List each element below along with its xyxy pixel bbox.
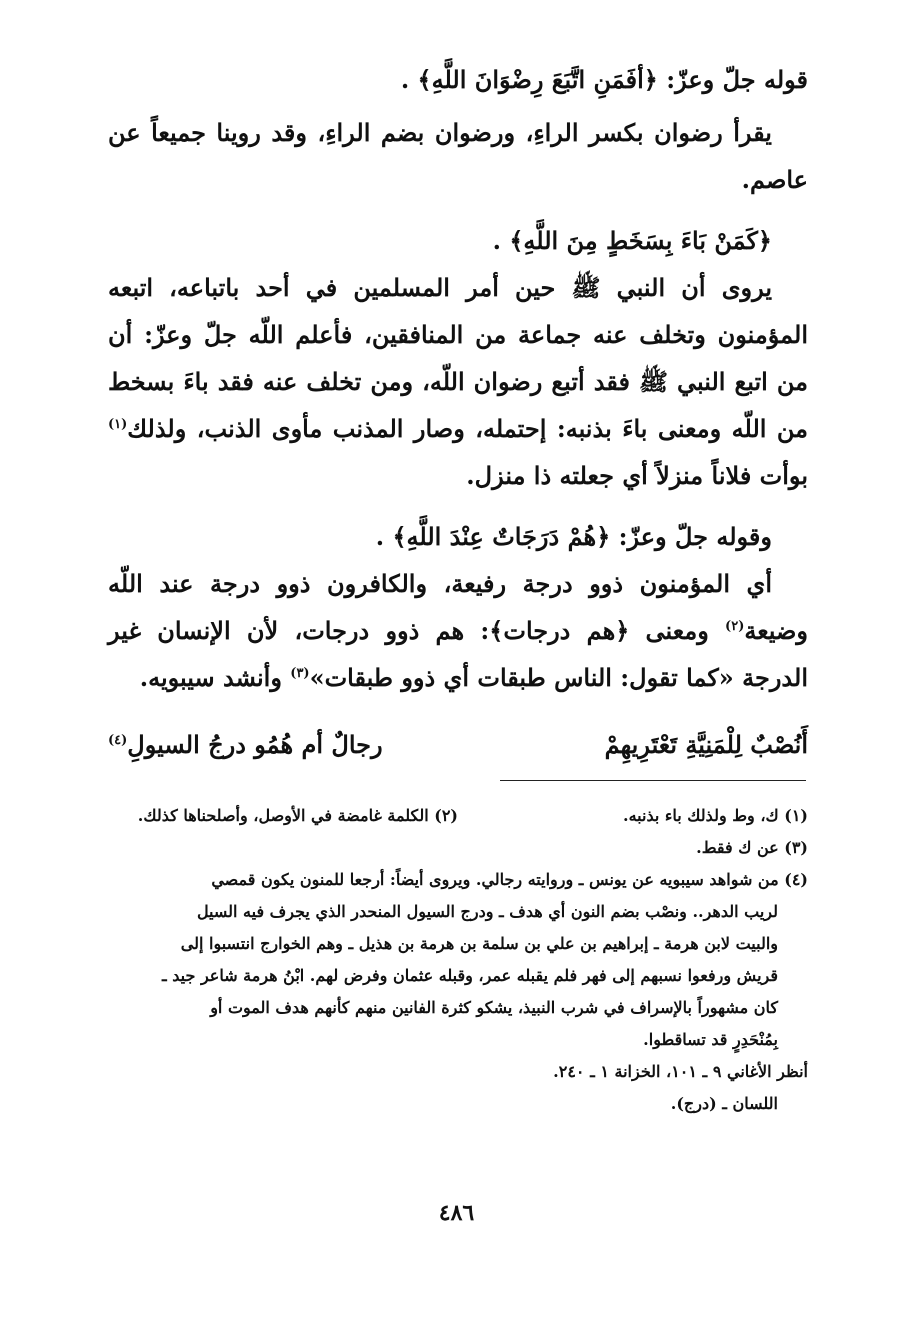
- footnote-line: قريش ورفعوا نسبهم إلى فهر فلم يقبله عمر، وقبله عثمان وفرض لهم. ابْنُ هرمة شاعر جيد ـ: [162, 966, 778, 985]
- footnote-ref: (١): [108, 417, 128, 432]
- verse-heading-2: [108, 217, 808, 264]
- footnote-line: كان مشهوراً بالإسراف في شرب النبيذ، يشكو كثرة الفانين منهم كأنهم هدف الموت أو: [210, 998, 778, 1017]
- main-text: [108, 56, 808, 768]
- heading-prefix: وقوله جلّ وعزّ:: [610, 522, 772, 551]
- verse-first-hemistich: أَنُصْبٌ لِلْمَنِيَّةِ تَعْتَرِيهِمْ: [604, 730, 808, 759]
- footnote-2: (٢) الكلمة غامضة في الأوصل، وأصلحناها كذلك.: [137, 806, 458, 825]
- footnote-ref: (٣): [290, 666, 310, 681]
- paragraph-text: يروى أن النبي ﷺ حين أمر المسلمين في أحد باتباعه، اتبعه المؤمنون وتخلف عنه جماعة من المنافقين، فأعلم اللّه جلّ وعزّ: أن من اتبع النبي ﷺ فقد أتبع رضوان اللّه، ومن تخلف عنه فقد باءَ بسخط من اللّه ومعنى باءَ بذنبه: إحتمله، وصار المذنب مأوى الذنب، ولذلك: [108, 273, 808, 443]
- footnotes: [108, 800, 808, 1120]
- paragraph-3: [108, 560, 808, 701]
- paragraph-text: ومعنى ﴿هم درجات﴾: هم ذوو درجات، لأن الإنسان غير الدرجة «كما تقول: الناس طبقات أي ذوو طبقات»: [108, 616, 808, 692]
- quran-quote: ﴿هُمْ دَرَجَاتٌ عِنْدَ اللَّهِ﴾ .: [375, 522, 611, 551]
- verse-text: رجالٌ أم هُمُو درجُ السيولِ: [127, 730, 383, 759]
- footnote-line: بِمُنْحَدِرٍ قد تساقطوا.: [643, 1030, 778, 1049]
- paragraph-text: أي المؤمنون ذوو درجة رفيعة، والكافرون ذوو درجة عند اللّه وضيعة: [108, 569, 808, 645]
- quran-quote: ﴿كَمَنْ بَاءَ بِسَخَطٍ مِنَ اللَّهِ﴾ .: [492, 226, 772, 255]
- footnote-line: والبيت لابن هرمة ـ إبراهيم بن علي بن سلمة بن هرمة بن هذيل ـ وهم الخوارج انتسبوا إلى: [180, 934, 778, 953]
- paragraph-text: وأنشد سيبويه.: [139, 663, 291, 692]
- paragraph-2: [108, 264, 808, 499]
- verse-heading-1: [108, 56, 808, 103]
- footnote-line: لريب الدهر.. ونصْب بضم النون أي هدف ـ ودرج السيول المنحدر الذي يجرف فيه السيل: [196, 902, 778, 921]
- reference-line: أنظر الأغاني ٩ ـ ١٠١، الخزانة ١ ـ ٢٤٠.: [553, 1062, 808, 1081]
- footnote-line: (٤) من شواهد سيبويه عن يونس ـ وروايته رجالي. ويروى أيضاً: أرجعا للمنون يكون قمصي: [211, 870, 808, 889]
- quran-quote: ﴿أفَمَنِ اتَّبَعَ رِضْوَانَ اللَّهِ﴾ .: [400, 65, 658, 94]
- paragraph-1: يقرأ رضوان بكسر الراءِ، ورضوان بضم الراءِ، وقد روينا جميعاً عن عاصم.: [108, 118, 808, 194]
- heading-prefix: قوله جلّ وعزّ:: [657, 65, 808, 94]
- footnote-row: [108, 800, 808, 832]
- footnote-divider: [500, 780, 806, 781]
- verse-second-hemistich: [108, 721, 383, 768]
- footnote-ref: (٤): [108, 733, 128, 748]
- footnote-3: (٣) عن ك فقط.: [696, 838, 808, 857]
- footnote-4: [108, 864, 808, 1056]
- reference-line: اللسان ـ (درج).: [670, 1094, 778, 1113]
- verse-heading-3: [108, 513, 808, 560]
- page-number: ٤٨٦: [438, 1200, 475, 1226]
- footnote-1: (١) ك، وط ولذلك باء بذنبه.: [623, 806, 808, 825]
- poetry-verse: [108, 721, 808, 768]
- footnote-ref: (٢): [725, 619, 745, 634]
- paragraph-text: بوأت فلاناً منزلاً أي جعلته ذا منزل.: [466, 461, 808, 490]
